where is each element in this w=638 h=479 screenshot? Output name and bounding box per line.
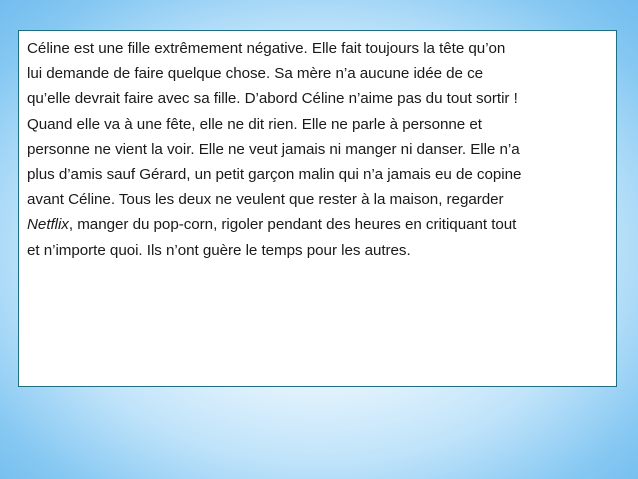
- text-line: personne ne vient la voir. Elle ne veut jamais ni manger ni danser. Elle n’a: [27, 140, 520, 158]
- text-line: lui demande de faire quelque chose. Sa mère n’a aucune idée de ce: [27, 65, 484, 83]
- netflix-title: Netflix: [27, 216, 69, 234]
- text-line: [27, 212, 608, 237]
- text-line: avant Céline. Tous les deux ne veulent que rester à la maison, regarder: [27, 191, 504, 209]
- text-line-rest: , manger du pop-corn, rigoler pendant des heures en critiquant tout: [68, 216, 517, 234]
- text-line: plus d’amis sauf Gérard, un petit garçon malin qui n’a jamais eu de copine: [27, 166, 522, 184]
- text-line: et n’importe quoi. Ils n’ont guère le temps pour les autres.: [27, 241, 411, 259]
- text-line: qu’elle devrait faire avec sa fille. D’abord Céline n’aime pas du tout sortir !: [27, 90, 518, 108]
- text-line: Quand elle va à une fête, elle ne dit rien. Elle ne parle à personne et: [27, 115, 482, 133]
- text-box: [18, 30, 617, 387]
- text-line: Céline est une fille extrêmement négative. Elle fait toujours la tête qu’on: [27, 40, 506, 57]
